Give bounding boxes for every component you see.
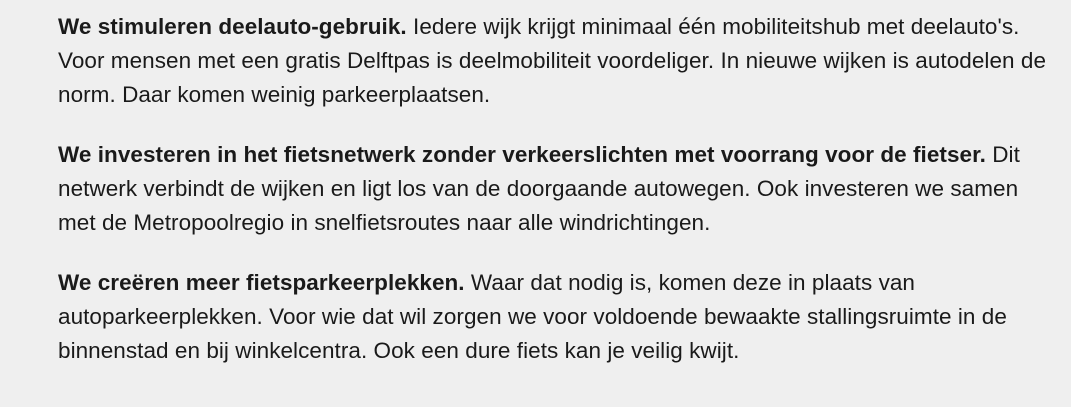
paragraph-text: Dit netwerk verbindt de wijken en ligt los van de doorgaande autowegen. Ook investeren we samen met de Metropoolregio in snelfietsroutes naar alle windrichtingen. <box>58 142 1020 235</box>
paragraph-lead: We stimuleren deelauto-gebruik. <box>58 14 407 39</box>
paragraph-fietsnetwerk <box>58 138 1047 240</box>
paragraph-deelauto <box>58 10 1047 112</box>
paragraph-lead: We creëren meer fietsparkeerplekken. <box>58 270 465 295</box>
paragraph-fietsparkeerplekken <box>58 266 1047 368</box>
paragraph-text: Waar dat nodig is, komen deze in plaats van autoparkeerplekken. Voor wie dat wil zorgen we voor voldoende bewaakte stallingsruimte in de binnenstad en bij winkelcentra. Ook een dure fiets kan je veilig kwijt. <box>58 270 1007 363</box>
paragraph-text: Iedere wijk krijgt minimaal één mobiliteitshub met deelauto's. Voor mensen met een gratis Delftpas is deelmobiliteit voordeliger. In nieuwe wijken is autodelen de norm. Daar komen weinig parkeerplaatsen. <box>58 14 1047 107</box>
paragraph-lead: We investeren in het fietsnetwerk zonder verkeerslichten met voorrang voor de fietser. <box>58 142 986 167</box>
